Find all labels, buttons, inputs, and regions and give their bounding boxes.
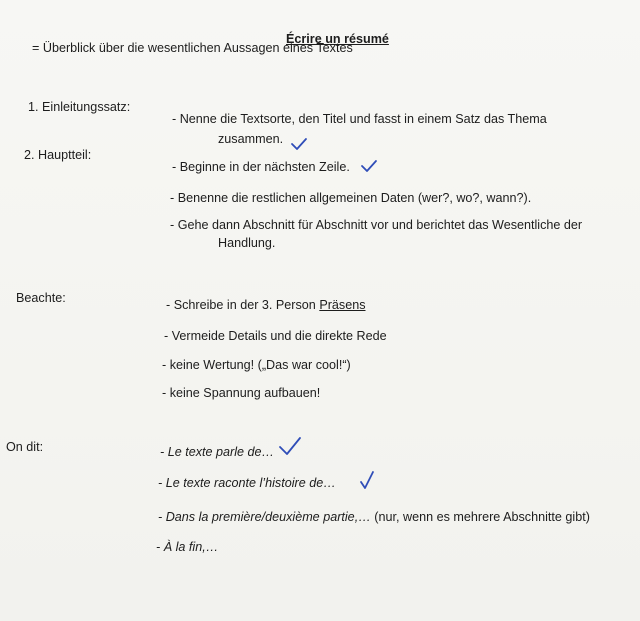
phrase-item-3 <box>158 510 590 525</box>
main-item-3-line-1: - Gehe dann Abschnitt für Abschnitt vor und berichtet das Wesentliche der <box>170 218 583 232</box>
note-item-4: - keine Spannung aufbauen! <box>162 386 321 400</box>
main-item-1: - Beginne in der nächsten Zeile. <box>172 160 350 174</box>
main-item-2: - Benenne die restlichen allgemeinen Daten (wer?, wo?, wann?). <box>170 191 532 205</box>
section-label-intro: 1. Einleitungssatz: <box>28 100 131 114</box>
note-item-1-text: - Schreibe in der 3. Person <box>166 298 320 312</box>
intro-line-1: - Nenne die Textsorte, den Titel und fasst in einem Satz das Thema <box>172 112 547 126</box>
note-item-1-emphasis: Präsens <box>319 298 366 312</box>
main-item-3-line-2: Handlung. <box>218 236 276 250</box>
checkmark-icon <box>359 470 375 490</box>
section-label-main: 2. Hauptteil: <box>24 148 92 162</box>
phrase-item-4: - À la fin,… <box>156 540 219 554</box>
definition-line: = Überblick über die wesentlichen Aussagen eines Textes <box>32 41 353 55</box>
phrase-item-3-note: (nur, wenn es mehrere Abschnitte gibt) <box>370 510 590 524</box>
phrase-item-3-french: - Dans la première/deuxième partie,… <box>158 510 371 524</box>
page-title: Écrire un résumé <box>286 32 389 46</box>
phrase-item-1: - Le texte parle de… <box>160 445 275 459</box>
phrase-item-2: - Le texte raconte l’histoire de… <box>158 476 336 490</box>
section-label-phrases: On dit: <box>6 440 44 454</box>
note-item-3: - keine Wertung! („Das war cool!“) <box>162 358 351 372</box>
note-item-1 <box>166 298 366 313</box>
intro-line-2: zusammen. <box>218 132 284 146</box>
section-label-note: Beachte: <box>16 291 66 305</box>
checkmark-icon <box>360 159 378 173</box>
note-item-2: - Vermeide Details und die direkte Rede <box>164 329 387 343</box>
checkmark-icon <box>278 435 302 457</box>
checkmark-icon <box>290 137 308 151</box>
